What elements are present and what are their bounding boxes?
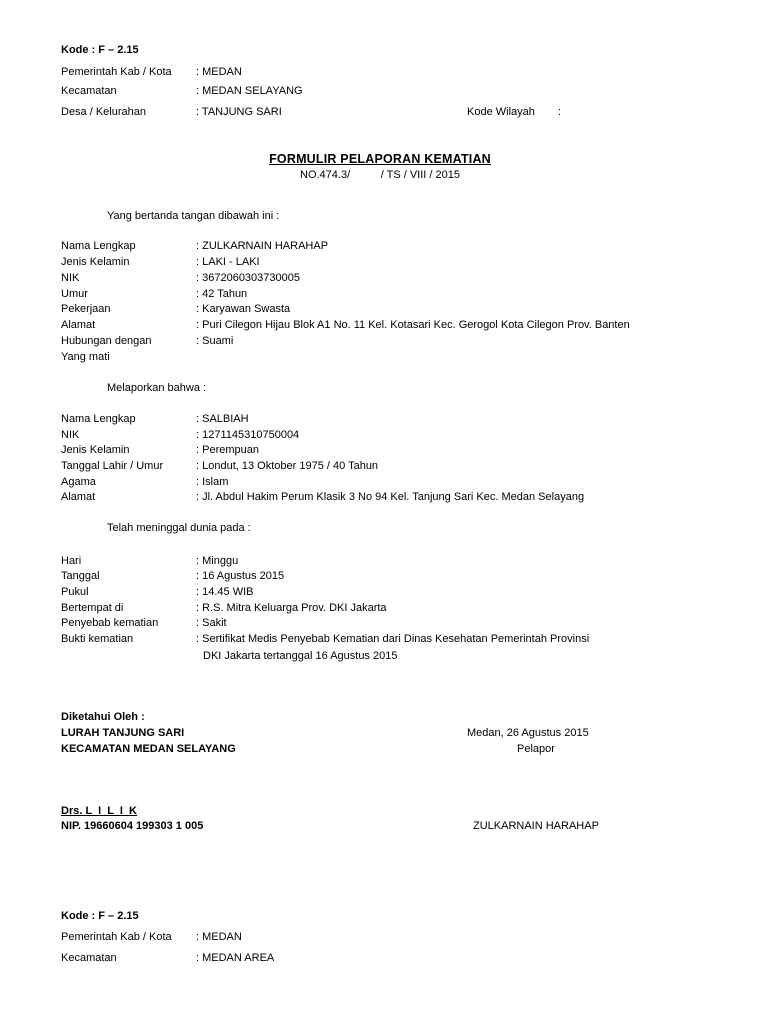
kecamatan-label: Kecamatan	[61, 952, 117, 964]
field-label: Tanggal	[61, 570, 100, 582]
kode-wilayah-label: Kode Wilayah	[467, 106, 535, 118]
intro-report: Melaporkan bahwa :	[107, 382, 207, 394]
field-label: Jenis Kelamin	[61, 256, 130, 268]
field-label: Alamat	[61, 491, 96, 503]
official-name: Drs. L I L I K	[61, 805, 138, 817]
desa-label: Desa / Kelurahan	[61, 106, 146, 118]
field-label: Umur	[61, 288, 88, 300]
field-label: Agama	[61, 476, 96, 488]
form-code: Kode : F – 2.15	[61, 44, 139, 56]
field-label: Hari	[61, 555, 82, 567]
pemerintah-label: Pemerintah Kab / Kota	[61, 66, 172, 78]
field-value: : 1271145310750004	[196, 429, 300, 441]
field-value: : R.S. Mitra Keluarga Prov. DKI Jakarta	[196, 602, 387, 614]
form-title: FORMULIR PELAPORAN KEMATIAN	[269, 152, 491, 166]
field-value: : Jl. Abdul Hakim Perum Klasik 3 No 94 Kel. Tanjung Sari Kec. Medan Selayang	[196, 491, 585, 503]
kecamatan-value: : MEDAN AREA	[196, 952, 275, 964]
field-value: : Londut, 13 Oktober 1975 / 40 Tahun	[196, 460, 379, 472]
field-value: : LAKI - LAKI	[196, 256, 260, 268]
field-value: : 14.45 WIB	[196, 586, 254, 598]
field-value: : ZULKARNAIN HARAHAP	[196, 240, 329, 252]
death-proof-continued: DKI Jakarta tertanggal 16 Agustus 2015	[203, 650, 398, 662]
field-label: Nama Lengkap	[61, 240, 136, 252]
kecamatan-label: Kecamatan	[61, 85, 117, 97]
field-value: : Minggu	[196, 555, 239, 567]
field-label: Jenis Kelamin	[61, 444, 130, 456]
field-label: Hubungan dengan	[61, 335, 152, 347]
field-label: Alamat	[61, 319, 96, 331]
field-label: Tanggal Lahir / Umur	[61, 460, 164, 472]
field-value: : Islam	[196, 476, 229, 488]
field-value: : 16 Agustus 2015	[196, 570, 285, 582]
pemerintah-value: : MEDAN	[196, 931, 242, 943]
field-label: Bukti kematian	[61, 633, 134, 645]
field-label: NIK	[61, 429, 80, 441]
field-label: Bertempat di	[61, 602, 124, 614]
field-value: : Sertifikat Medis Penyebab Kematian dari Dinas Kesehatan Pemerintah Provinsi	[196, 633, 590, 645]
field-value: : Suami	[196, 335, 234, 347]
official-nip: NIP. 19660604 199303 1 005	[61, 820, 204, 832]
form-number: NO.474.3/ / TS / VIII / 2015	[300, 169, 460, 181]
pemerintah-value: : MEDAN	[196, 66, 242, 78]
kode-wilayah-value: :	[558, 106, 562, 118]
field-label: NIK	[61, 272, 80, 284]
kecamatan-title: KECAMATAN MEDAN SELAYANG	[61, 743, 236, 755]
field-label: Pukul	[61, 586, 89, 598]
field-value: : 42 Tahun	[196, 288, 248, 300]
field-value: : Sakit	[196, 617, 227, 629]
place-date: Medan, 26 Agustus 2015	[467, 727, 589, 739]
lurah-title: LURAH TANJUNG SARI	[61, 727, 185, 739]
field-value: : Perempuan	[196, 444, 259, 456]
reporter-role: Pelapor	[517, 743, 555, 755]
field-value: : Puri Cilegon Hijau Blok A1 No. 11 Kel. Kotasari Kec. Gerogol Kota Cilegon Prov. Banten	[196, 319, 630, 331]
field-value: : 3672060303730005	[196, 272, 300, 284]
field-label: Pekerjaan	[61, 303, 111, 315]
field-label: Yang mati	[61, 351, 110, 363]
field-label: Penyebab kematian	[61, 617, 159, 629]
field-value: : SALBIAH	[196, 413, 249, 425]
field-value: : Karyawan Swasta	[196, 303, 291, 315]
known-by-label: Diketahui Oleh :	[61, 711, 145, 723]
pemerintah-label: Pemerintah Kab / Kota	[61, 931, 172, 943]
form-code: Kode : F – 2.15	[61, 910, 139, 922]
field-label: Nama Lengkap	[61, 413, 136, 425]
reporter-signature-name: ZULKARNAIN HARAHAP	[473, 820, 599, 832]
kecamatan-value: : MEDAN SELAYANG	[196, 85, 303, 97]
desa-value: : TANJUNG SARI	[196, 106, 282, 118]
intro-death: Telah meninggal dunia pada :	[107, 522, 251, 534]
intro-signer: Yang bertanda tangan dibawah ini :	[107, 210, 280, 222]
